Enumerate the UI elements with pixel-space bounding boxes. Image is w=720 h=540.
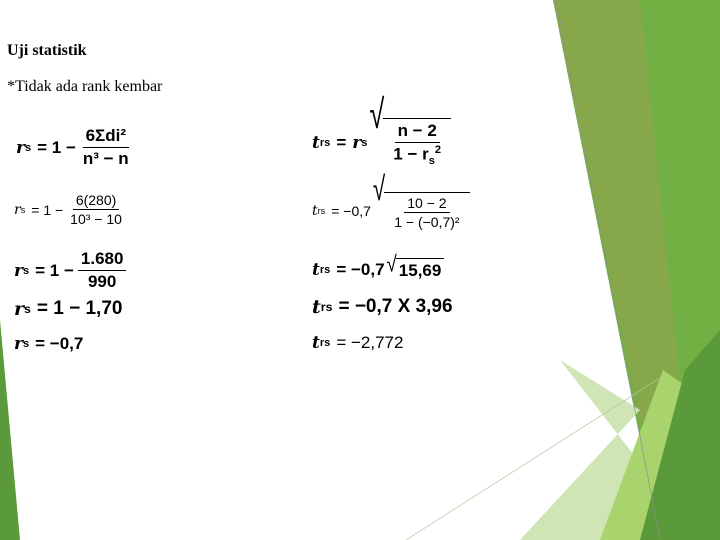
denominator-text: 1 − r [393,144,429,164]
trs-symbol: t [312,259,320,280]
fraction [78,249,127,292]
rs-symbol: r [14,201,21,218]
rs-coefficient-subscript: s [361,136,368,149]
trs-result [312,333,403,353]
radicand: 15,69 [398,261,442,280]
rs-formula [16,126,136,169]
rs-subscript: s [24,141,32,154]
rs-subscript: s [22,338,30,350]
denominator-superscript: 2 [434,144,442,156]
trs-simplified [312,251,444,281]
trs-subscript: rs [319,263,331,276]
fraction [390,121,444,167]
fraction [67,192,125,227]
trs-product [312,296,453,318]
rs-symbol: r [16,137,25,158]
rs-subscript: s [22,264,30,277]
denominator: n³ − n [82,149,129,168]
radical-sign: √ [372,170,386,208]
rs-substitution [14,192,129,227]
equals-sign: = [336,132,347,152]
rs-result-value: = −0,7 [35,334,84,353]
fraction [391,195,462,230]
denominator-subscript: s [428,155,435,168]
rs-symbol: r [14,298,25,320]
square-root [372,170,470,230]
trs-subscript: rs [319,136,331,149]
trs-symbol: t [312,296,321,318]
radical-sign: √ [386,251,397,277]
rs-simplified [14,249,130,292]
rs-symbol: r [14,260,23,281]
numerator: n − 2 [395,121,440,143]
trs-symbol: t [312,203,318,219]
fraction [80,126,132,169]
denominator [390,143,444,167]
rs-symbol: r [14,334,23,354]
trs-symbol: t [312,132,320,153]
rs-difference [14,298,122,320]
square-root [386,251,445,281]
trs-symbol: t [312,333,320,353]
rs-subscript: s [20,204,26,215]
square-root [369,90,451,168]
equals-coefficient: = −0,7 [336,259,385,279]
denominator: 990 [87,272,117,291]
rs-subscript: s [24,302,31,316]
rs-coefficient: r [352,132,362,153]
trs-product-value: = −0,7 X 3,96 [338,296,453,317]
denominator: 1 − (−0,7)² [394,214,460,230]
numerator: 10 − 2 [404,195,449,213]
slide-subtitle: *Tidak ada rank kembar [7,78,163,95]
slide-title: Uji statistik [7,42,87,59]
numerator: 6(280) [73,192,119,210]
trs-substitution [312,170,470,230]
equals-one-minus: = 1 − [37,137,76,157]
equals-one-minus: = 1 − [35,260,74,280]
numerator: 6Σdi² [83,126,129,148]
radical-sign: √ [369,90,385,137]
denominator: 10³ − 10 [70,211,122,227]
trs-subscript: rs [317,206,326,216]
equals-one-minus: = 1 − [31,201,64,218]
numerator: 1.680 [78,249,127,271]
rs-difference-value: = 1 − 1,70 [36,298,123,319]
rs-result [14,334,83,354]
trs-formula [312,90,451,168]
trs-subscript: rs [320,300,333,314]
trs-result-value: = −2,772 [336,333,404,352]
equals-coefficient: = −0,7 [331,203,371,219]
trs-subscript: rs [319,337,331,349]
